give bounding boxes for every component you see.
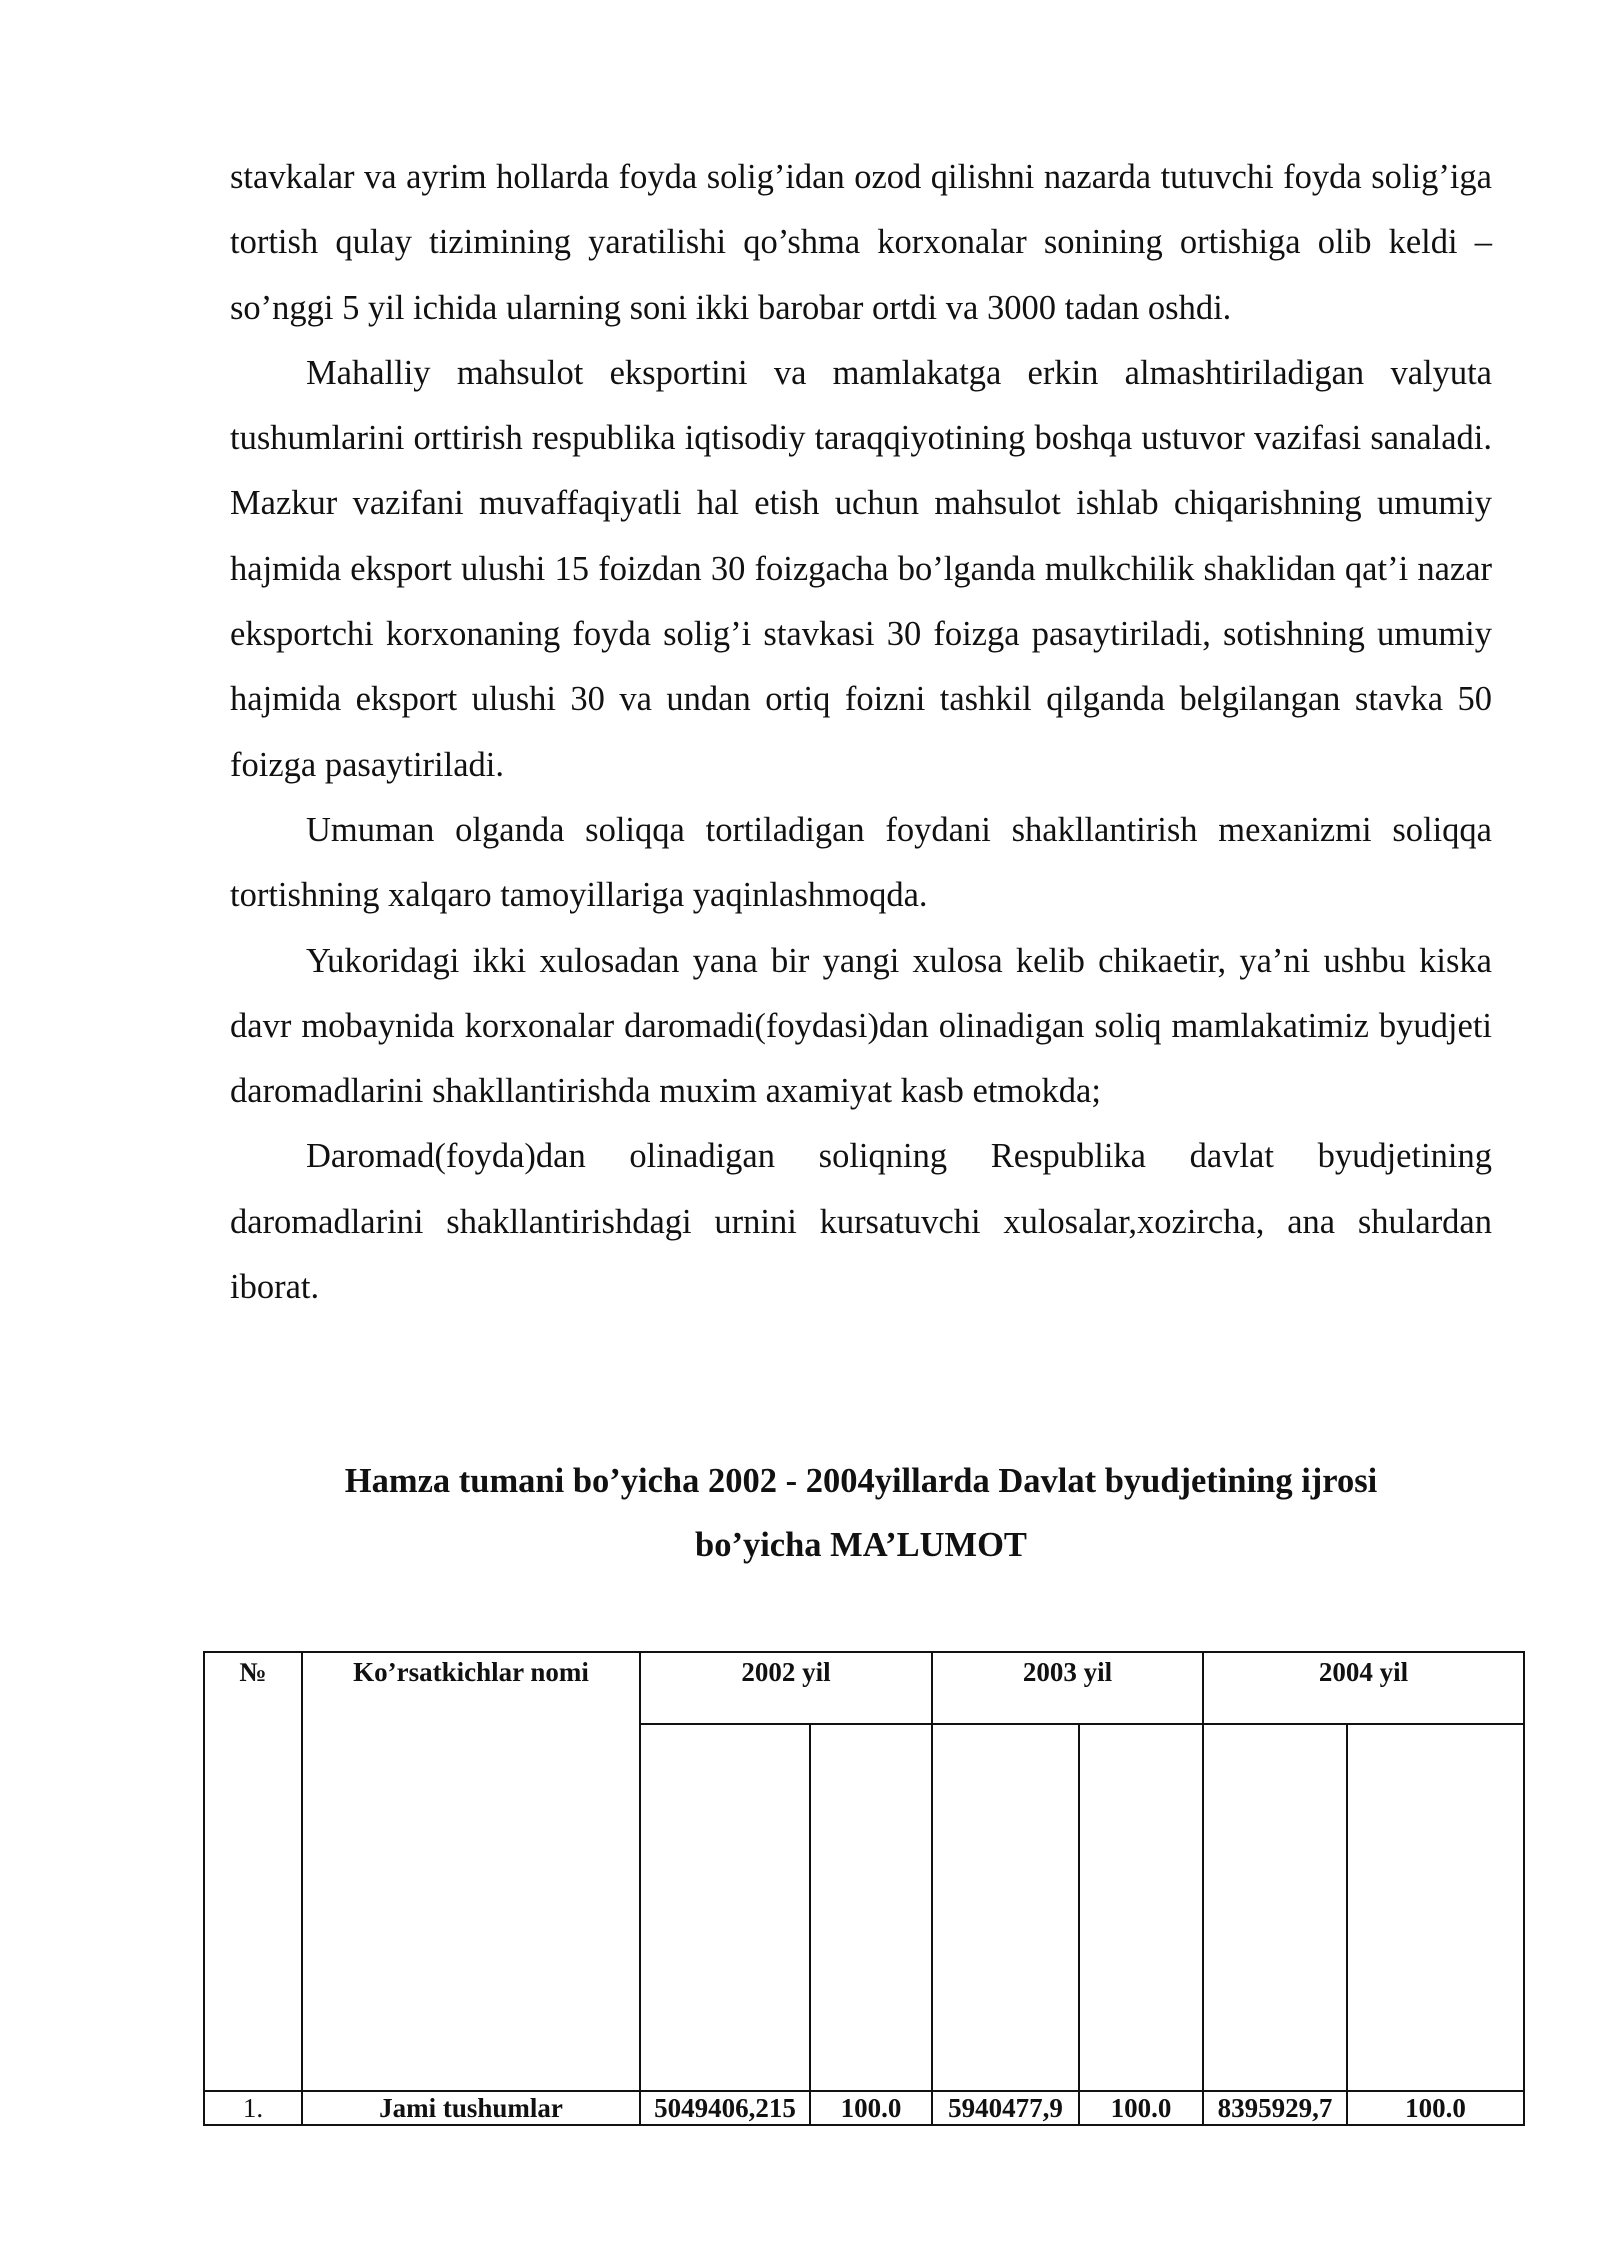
subheader-2003-percent <box>1079 1724 1203 2091</box>
table-title-line-1: Hamza tumani bo’yicha 2002 - 2004yillarda Davlat byudjetining ijrosi <box>344 1462 1378 1500</box>
paragraph-2: Mahalliy mahsulot eksportini va mamlakatga erkin almashtiriladigan valyuta tushumlarini orttirish respublika iqtisodiy taraqqiyotining boshqa ustuvor vazifasi sanaladi. Mazkur vazifani muvaffaqiyatli hal etish uchun mahsulot ishlab chiqarishning umumiy hajmida eksport ulushi 15 foizdan 30 foizgacha bo’lganda mulkchilik shaklidan qat’i nazar eksportchi korxonaning foyda solig’i stavkasi 30 foizga pasaytiriladi, sotishning umumiy hajmida eksport ulushi 30 va undan ortiq foizni tashkil qilganda belgilangan stavka 50 foizga pasaytiriladi. <box>230 353 1492 784</box>
table-title-line-2: bo’yicha MA’LUMOT <box>695 1526 1027 1564</box>
table-title <box>230 1449 1492 1577</box>
value-2003: 5940477,9 <box>932 2091 1079 2125</box>
body-text <box>230 145 1492 1320</box>
paragraph-5: Daromad(foyda)dan olinadigan soliqning Respublika davlat byudjetining daromadlarini shakllantirishdagi urnini kursatuvchi xulosalar,xozircha, ana shulardan iborat. <box>230 1137 1492 1307</box>
row-number: 1. <box>204 2091 302 2125</box>
header-indicator-name: Ko’rsatkichlar nomi <box>302 1652 640 2091</box>
header-year-2003: 2003 yil <box>932 1652 1203 1724</box>
percent-2004: 100.0 <box>1347 2091 1524 2125</box>
value-2004: 8395929,7 <box>1203 2091 1347 2125</box>
row-indicator-name: Jami tushumlar <box>302 2091 640 2125</box>
subheader-2004-amount <box>1203 1724 1347 2091</box>
paragraph-4: Yukoridagi ikki xulosadan yana bir yangi xulosa kelib chikaetir, ya’ni ushbu kiska davr mobaynida korxonalar daromadi(foydasi)dan olinadigan soliq mamlakatimiz byudjeti daromadlarini shakllantirishda muxim axamiyat kasb etmokda; <box>230 941 1492 1111</box>
subheader-2002-percent <box>810 1724 932 2091</box>
header-year-2002: 2002 yil <box>640 1652 932 1724</box>
table-row <box>204 2091 1524 2125</box>
percent-2003: 100.0 <box>1079 2091 1203 2125</box>
paragraph-1: stavkalar va ayrim hollarda foyda solig’idan ozod qilishni nazarda tutuvchi foyda solig’iga tortish qulay tizimining yaratilishi qo’shma korxonalar sonining ortishiga olib keldi – so’nggi 5 yil ichida ularning soni ikki barobar ortdi va 3000 tadan oshdi. <box>230 158 1492 327</box>
subheader-2003-amount <box>932 1724 1079 2091</box>
paragraph-3: Umuman olganda soliqqa tortiladigan foydani shakllantirish mexanizmi soliqqa tortishning xalqaro tamoyillariga yaqinlashmoqda. <box>230 810 1492 915</box>
subheader-2002-amount <box>640 1724 810 2091</box>
table-header-row <box>204 1652 1524 1724</box>
percent-2002: 100.0 <box>810 2091 932 2125</box>
header-year-2004: 2004 yil <box>1203 1652 1524 1724</box>
subheader-2004-percent <box>1347 1724 1524 2091</box>
header-number: № <box>204 1652 302 2091</box>
value-2002: 5049406,215 <box>640 2091 810 2125</box>
budget-table <box>203 1651 1525 2126</box>
